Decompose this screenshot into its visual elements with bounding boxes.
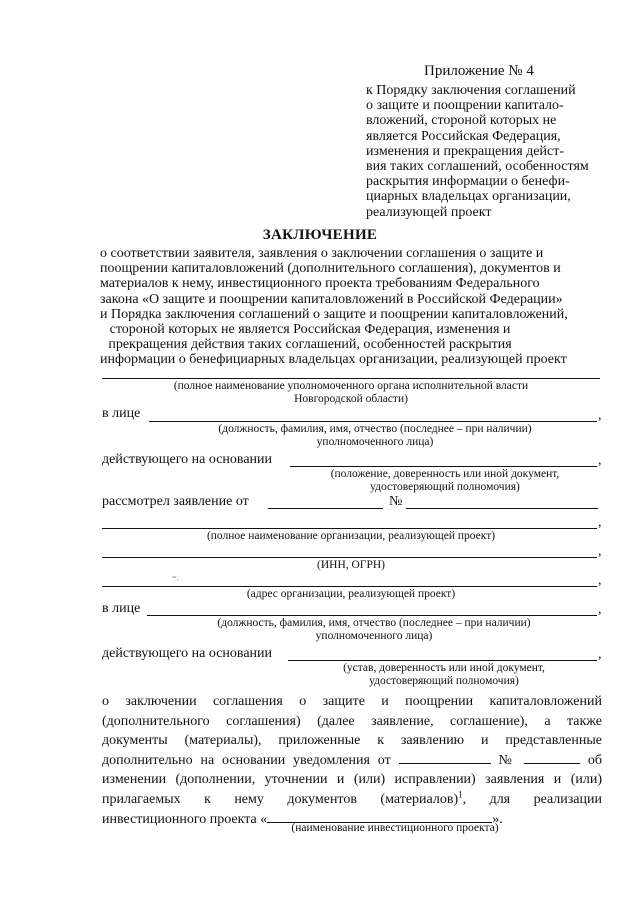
organization-address-caption: (адрес организации, реализующей проект) (246, 588, 456, 600)
body-line: дополнительно на основании уведомления от № об (102, 752, 603, 768)
subtitle-line: о соответствии заявителя, заявления о заключении соглашения о защите и (100, 246, 544, 261)
appendix-description-line: к Порядку заключения соглашений (366, 83, 576, 98)
appendix-description-line: реализующей проект (366, 204, 492, 220)
basis-label: действующего на основании (102, 452, 273, 467)
comma: , (598, 544, 602, 559)
person2-caption: (должность, фамилия, имя, отчество (последнее – при наличии) уполномоченного лица) (217, 617, 531, 642)
appendix-description-line: изменения и прекращения дейст- (366, 143, 564, 159)
subtitle-line: закона «О защите и поощрении капиталовложений в Российской Федерации» (100, 291, 563, 307)
authority-name-field[interactable] (102, 378, 600, 379)
appendix-description-line: является Российская Федерация, (366, 128, 561, 144)
appendix-description-line: вия таких соглашений, особенностям (366, 159, 589, 175)
person-label: в лице (102, 406, 141, 421)
organization-address-field[interactable] (102, 586, 597, 587)
basis2-field[interactable] (288, 660, 597, 661)
notice-date-field[interactable] (399, 751, 491, 764)
appendix-description-line: о защите и поощрении капитало- (366, 98, 564, 114)
inn-ogrn-caption: (ИНН, ОГРН) (317, 559, 385, 571)
person-caption: (должность, фамилия, имя, отчество (последнее – при наличии) уполномоченного лица) (218, 423, 532, 448)
comma: , (598, 453, 602, 468)
body-line: о заключении соглашения о защите и поощрении капиталовложений (102, 694, 602, 709)
subtitle-line: прекращения действия таких соглашений, особенностей раскрытия (108, 337, 512, 353)
number-sign: № (389, 494, 403, 509)
organization-name-field[interactable] (102, 528, 597, 529)
inn-ogrn-field[interactable] (102, 557, 597, 558)
basis-caption: (положение, доверенность или иной документ, удостоверяющий полномочия) (330, 468, 560, 493)
body-paragraph (102, 692, 602, 829)
organization-name-caption: (полное наименование организации, реализующей проект) (206, 530, 496, 542)
subtitle-line: стороной которых не является Российская Федерация, изменения и (109, 322, 511, 338)
body-line: (дополнительного соглашения) (далее заявление, соглашение), а также (102, 713, 602, 729)
basis-field[interactable] (290, 466, 597, 467)
basis2-label: действующего на основании (102, 646, 273, 661)
document-title: ЗАКЛЮЧЕНИЕ (262, 227, 378, 243)
document-subtitle (100, 246, 568, 368)
body-line: инвестиционного проекта « ». (102, 811, 503, 827)
appendix-description (366, 83, 596, 220)
body-line: изменении (дополнении, уточнении и (или) исправлении) заявления и (или) (102, 772, 602, 788)
body-line: документы (материалы), приложенные к заявлению и представленные (102, 733, 602, 749)
appendix-description-line: вложений, стороной которых не (366, 113, 557, 129)
project-name-caption: (наименование инвестиционного проекта) (291, 822, 499, 834)
appendix-description-line: раскрытия информации о бенефи- (366, 174, 570, 190)
comma: , (598, 573, 602, 588)
scan-speck: =. (172, 573, 179, 582)
person-field[interactable] (149, 421, 597, 422)
comma: , (598, 647, 602, 662)
comma: , (598, 515, 602, 530)
comma: , (598, 602, 602, 617)
person2-field[interactable] (147, 615, 597, 616)
application-date-field[interactable] (268, 508, 383, 509)
subtitle-line: информации о бенефициарных владельцах организации, реализующей проект (100, 352, 567, 368)
comma: , (598, 408, 602, 423)
application-number-field[interactable] (406, 508, 598, 509)
project-name-field[interactable] (267, 810, 492, 823)
subtitle-line: поощрении капиталовложений (дополнительного соглашения), документов и (100, 261, 561, 277)
body-line: прилагаемых к нему документов (материалов)$^1$, для реализации (102, 789, 602, 807)
authority-caption: (полное наименование уполномоченного органа исполнительной власти Новгородской области) (173, 380, 529, 405)
subtitle-line: и Порядка заключения соглашений о защите и поощрении капиталовложений, (100, 306, 568, 322)
subtitle-line: материалов к нему, инвестиционного проекта требованиям Федерального (100, 276, 540, 292)
person2-label: в лице (102, 601, 141, 616)
basis2-caption: (устав, доверенность или иной документ, удостоверяющий полномочия) (343, 662, 545, 687)
appendix-title: Приложение № 4 (424, 63, 534, 79)
notice-number-field[interactable] (524, 751, 580, 764)
appendix-description-line: циарных владельцах организации, (366, 189, 571, 205)
footnote-mark: 1 (458, 789, 463, 800)
reviewed-label: рассмотрел заявление от (102, 494, 249, 509)
